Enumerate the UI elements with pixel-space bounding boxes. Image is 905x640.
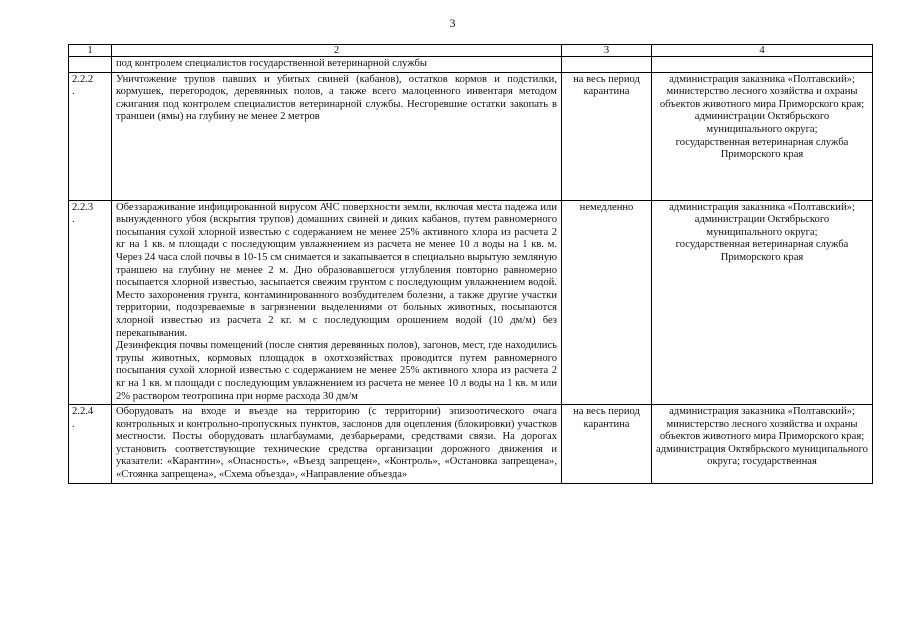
org-line: государственная ветеринарная служба Приморского края [675, 136, 849, 161]
measure-paragraph: Обеззараживание инфицированной вирусом АЧС поверхности земли, включая места падежа или вынужденного убоя (вскрытия трупов) домашних свиней и диких кабанов, путем равномерного посыпания сухой хлорной известью с содержанием не менее 25% активного хлора из расчета 2 кг на 1 кв. м площади с последующим увлажнением из расчета не менее 10 л воды на 1 кв. м. Через 24 часа слой почвы в 10-15 см снимается и закапывается в специально вырытую земляную траншею на глубину не менее 2 м. Дно образовавшегося углубления повторно равномерно посыпается хлорной известью, засыпается свежим грунтом с последующим увлажнением водой. Место захоронения грунта, контаминированного возбудителем болезни, а также другие участки территории, подозреваемые в загрязнении выделениями от больных животных, посыпаются хлорной известью из расчета 2 кг. м с последующим орошением водой (10 дм/м) без перекапывания. [116, 201, 557, 339]
row-number: 2.2.3 . [69, 200, 112, 405]
row-number: 2.2.4 . [69, 405, 112, 484]
table-header-row [69, 45, 873, 57]
responsible-org [652, 405, 873, 484]
measure-paragraph: Дезинфекция почвы помещений (после снятия деревянных полов), загонов, мест, где находились трупы животных, кормовых площадок в охотхозяйствах проводится путем равномерного посыпания сухой хлорной известью с содержанием не менее 25% активного хлора из расчета 2 кг на 1 кв. м площади с последующим увлажнением из расчета не менее 10 л воды на 1 кв. м или 2% раствором теотропина при норме расхода 30 дм/м [116, 340, 557, 402]
continuation-text: под контролем специалистов государственной ветеринарной службы [112, 57, 562, 73]
org-line: администрации Октябрьского муниципального округа; [694, 111, 830, 135]
header-col-4: 4 [652, 45, 873, 57]
measure-description [112, 405, 562, 484]
measure-paragraph: Уничтожение трупов павших и убитых свиней (кабанов), остатков кормов и подстилки, кормушек, перегородок, деревянных полов, а также всего малоценного инвентаря методом сжигания под контролем специалистов ветеринарной службы. Несгоревшие остатки закопать в траншеи (ямы) на глубину не менее 2 метров [116, 73, 557, 123]
measure-description [112, 200, 562, 405]
org-line: государственная ветеринарная служба Приморского края [675, 239, 849, 263]
org-line: администрация заказника «Полтавский»; [669, 201, 855, 213]
responsible-org [652, 200, 873, 405]
responsible-org [652, 72, 873, 200]
header-col-1: 1 [69, 45, 112, 57]
measure-description [112, 72, 562, 200]
table-row [69, 200, 873, 405]
org-line: администрации Октябрьского муниципального округа; [694, 214, 830, 238]
table-row [69, 72, 873, 200]
measures-table [68, 44, 873, 484]
measure-term: на весь период карантина [562, 72, 652, 200]
measure-paragraph: Оборудовать на входе и въезде на территорию (с территории) эпизоотического очага контрольных и контрольно-пропускных пунктов, заслонов для оцепления (блокировки) участков местности. Посты оборудовать шлагбаумами, дезбарьерами, средствами связи. На дорогах установить соответствующие технические средства организации дорожного движения и указатели: «Карантин», «Опасность», «Въезд запрещен», «Контроль», «Остановка запрещена», «Стоянка запрещена», «Схема объезда», «Направление объезда» [116, 406, 557, 481]
measure-term: на весь период карантина [562, 405, 652, 484]
org-line: администрация заказника «Полтавский»; [669, 406, 855, 418]
org-line: министерство лесного хозяйства и охраны объектов животного мира Приморского края; [659, 86, 865, 110]
page-number: 3 [449, 16, 456, 30]
row-number: 2.2.2 . [69, 72, 112, 200]
header-col-2: 2 [112, 45, 562, 57]
table-row [69, 405, 873, 484]
measure-term: немедленно [562, 200, 652, 405]
continuation-row [69, 57, 873, 73]
header-col-3: 3 [562, 45, 652, 57]
org-line: администрация заказника «Полтавский»; [669, 73, 855, 85]
org-line: министерство лесного хозяйства и охраны объектов животного мира Приморского края; администрация Октябрьского муниципального округа; государственная [656, 418, 868, 468]
